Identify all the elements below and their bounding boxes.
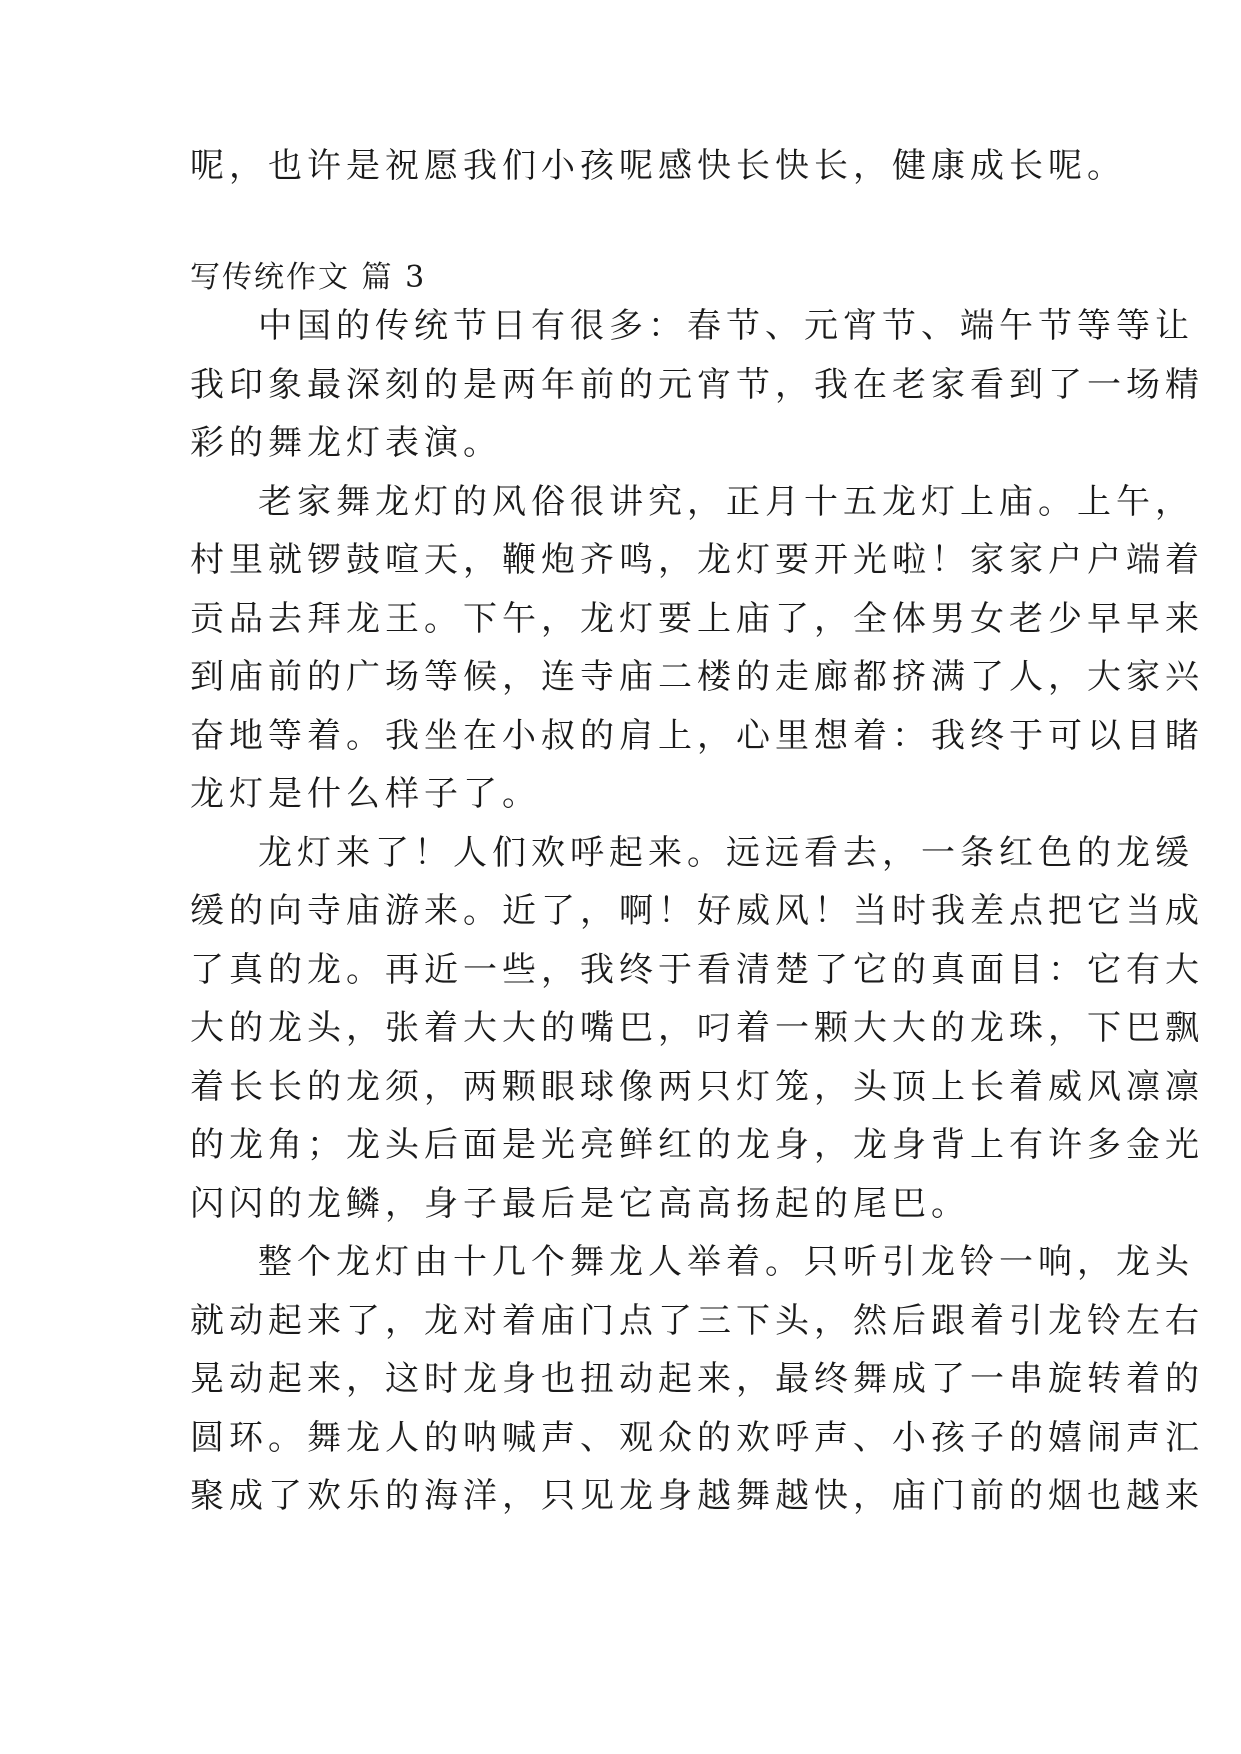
- paragraph-line: 贡品去拜龙王。下午，龙灯要上庙了，全体男女老少早早来: [190, 598, 1204, 639]
- paragraph-line: 彩的舞龙灯表演。: [190, 423, 502, 463]
- section-title: 写传统作文 篇 3: [190, 260, 427, 295]
- paragraph-line: 奋地等着。我坐在小叔的肩上，心里想着：我终于可以目睹: [190, 715, 1204, 756]
- paragraph-line: 就动起来了，龙对着庙门点了三下头，然后跟着引龙铃左右: [190, 1300, 1204, 1341]
- paragraph-line: 着长长的龙须，两颗眼球像两只灯笼，头顶上长着威风凛凛: [190, 1066, 1204, 1107]
- paragraph-line: 聚成了欢乐的海洋，只见龙身越舞越快，庙门前的烟也越来: [190, 1476, 1204, 1516]
- paragraph-line: 缓的向寺庙游来。近了，啊！好威风！当时我差点把它当成: [190, 891, 1204, 931]
- paragraph-line: 的龙角；龙头后面是光亮鲜红的龙身，龙身背上有许多金光: [190, 1125, 1204, 1165]
- text-line: 呢，也许是祝愿我们小孩呢感快长快长，健康成长呢。: [190, 146, 1126, 186]
- paragraph-line: 晃动起来，这时龙身也扭动起来，最终舞成了一串旋转着的: [190, 1359, 1204, 1399]
- paragraph-line: 我印象最深刻的是两年前的元宵节，我在老家看到了一场精: [190, 364, 1204, 405]
- paragraph-line: 圆环。舞龙人的呐喊声、观众的欢呼声、小孩子的嬉闹声汇: [190, 1417, 1204, 1458]
- paragraph-line: 中国的传统节日有很多：春节、元宵节、端午节等等让: [258, 306, 1194, 346]
- paragraph-line: 闪闪的龙鳞，身子最后是它高高扬起的尾巴。: [190, 1183, 970, 1224]
- paragraph-line: 整个龙灯由十几个舞龙人举着。只听引龙铃一响，龙头: [258, 1242, 1194, 1282]
- body-text: [190, 297, 1204, 1526]
- paragraph-line: 大的龙头，张着大大的嘴巴，叼着一颗大大的龙珠，下巴飘: [190, 1008, 1204, 1048]
- paragraph-line: 到庙前的广场等候，连寺庙二楼的走廊都挤满了人，大家兴: [190, 657, 1204, 697]
- paragraph-line: 村里就锣鼓喧天，鞭炮齐鸣，龙灯要开光啦！家家户户端着: [190, 540, 1204, 580]
- paragraph-line: 老家舞龙灯的风俗很讲究，正月十五龙灯上庙。上午，: [258, 481, 1194, 522]
- paragraph-line: 龙灯来了！人们欢呼起来。远远看去，一条红色的龙缓: [258, 832, 1194, 873]
- continuation-text: [190, 137, 1126, 196]
- paragraph-line: 了真的龙。再近一些，我终于看清楚了它的真面目：它有大: [190, 949, 1204, 990]
- paragraph-line: 龙灯是什么样子了。: [190, 774, 541, 814]
